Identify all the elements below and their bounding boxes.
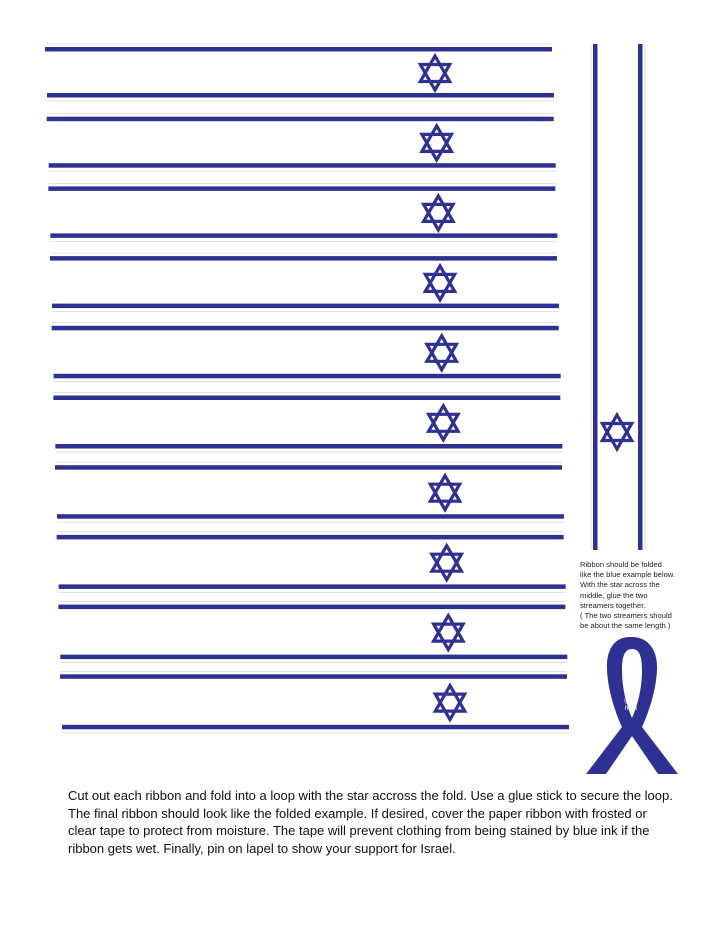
ribbon-strip: [45, 44, 554, 101]
ribbon-strip: [47, 114, 556, 172]
star-of-david-icon: [602, 415, 631, 449]
ribbon-strip: [52, 323, 561, 382]
ribbon-strip: [58, 602, 567, 663]
instructions-paragraph: [68, 787, 708, 857]
ribbon-strip: [50, 253, 559, 312]
folding-note-line: like the blue example below.: [580, 570, 675, 580]
star-goes-here-line: here: [624, 705, 638, 712]
ribbon-strip: [48, 183, 557, 241]
star-of-david-icon: [434, 616, 464, 650]
folding-note-line: be about the same length.): [580, 621, 671, 631]
star-of-david-icon: [422, 126, 452, 160]
instructions-line: clear tape to protect from moisture. The tape will prevent clothing from being stained by blue ink if the: [68, 823, 650, 839]
folding-note-line: Ribbon should be folded: [580, 560, 662, 569]
folding-note-line: ( The two streamers should: [580, 611, 672, 621]
star-of-david-icon: [432, 546, 462, 580]
star-of-david-icon: [420, 56, 449, 90]
star-of-david-icon: [425, 266, 454, 300]
ribbon-strip: [53, 393, 562, 453]
ribbon-strip: [55, 462, 564, 522]
ribbon-strip: [57, 532, 566, 593]
star-of-david-icon: [429, 406, 459, 440]
ribbon-strip: [60, 671, 569, 733]
instructions-line: Cut out each ribbon and fold into a loop with the star accross the fold. Use a glue stick to secure the loop.: [68, 788, 673, 803]
vertical-example-ribbon: [591, 44, 645, 550]
folding-note: [580, 560, 710, 631]
star-of-david-icon: [435, 686, 464, 720]
star-goes-here-line: goes: [624, 696, 638, 704]
folding-note-line: With the star across the: [580, 580, 660, 590]
star-of-david-icon: [427, 336, 457, 370]
star-goes-here-line: Star: [625, 688, 637, 695]
folding-note-line: middle, glue the two: [580, 590, 648, 600]
star-of-david-icon: [424, 196, 454, 230]
star-of-david-icon: [430, 476, 459, 510]
instructions-line: The final ribbon should look like the folded example. If desired, cover the paper ribbon with frosted or: [68, 805, 647, 821]
instructions-line: ribbon gets wet. Finally, pin on lapel to show your support for Israel.: [68, 840, 456, 856]
folding-note-line: streamers together.: [580, 600, 646, 610]
star-goes-here-label: [614, 688, 648, 714]
star-of-david-icon: [602, 415, 631, 449]
